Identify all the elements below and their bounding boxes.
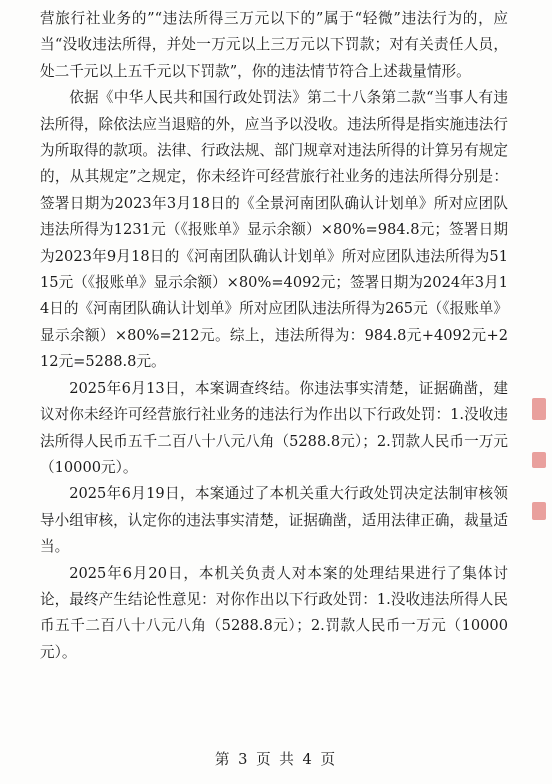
- paragraph-3: 2025年6月13日，本案调查终结。你违法事实清楚，证据确凿，建议对你未经许可经营旅行社业务的违法行为作出以下行政处罚：1.没收违法所得人民币五千二百八十八元八角（5288.8元）；2.罚款人民币一万元（10000元）。: [40, 379, 508, 476]
- paragraph-2: 依据《中华人民共和国行政处罚法》第二十八条第二款“当事人有违法所得，除依法应当退赔的外，应当予以没收。违法所得是指实施违法行为所取得的款项。法律、行政法规、部门规章对违法所得的计算另有规定的，从其规定”之规定，你未经许可经营旅行社业务的违法所得分别是：签署日期为2023年3月18日的《全景河南团队确认计划单》所对应团队违法所得为1231元（《报账单》显示余额）×80%=984.8元；签署日期为2023年9月18日的《河南团队确认计划单》所对应团队违法所得为5115元（《报账单》显示余额）×80%=4092元；签署日期为2024年3月14日的《河南团队确认计划单》所对应团队违法所得为265元（《报账单》显示余额）×80%=212元。综上，违法所得为：984.8元+4092元+212元=5288.8元。: [40, 89, 508, 371]
- document-body: [40, 6, 508, 666]
- paragraph-1: 营旅行社业务的”“违法所得三万元以下的”属于“轻微”违法行为的，应当“没收违法所得，并处一万元以上三万元以下罚款；对有关责任人员，处二千元以上五千元以下罚款”，你的违法情节符合上述裁量情形。: [40, 10, 508, 80]
- seam-stamp-mark-middle: [532, 452, 546, 468]
- seam-stamp-mark-top: [532, 398, 546, 420]
- page-number-footer: 第 3 页 共 4 页: [214, 751, 338, 768]
- paragraph-4: 2025年6月19日，本案通过了本机关重大行政处罚决定法制审核领导小组审核，认定你的违法事实清楚，证据确凿，适用法律正确，裁量适当。: [40, 485, 508, 556]
- seam-stamp-mark-bottom: [532, 502, 546, 520]
- paragraph-5: 2025年6月20日，本机关负责人对本案的处理结果进行了集体讨论，最终产生结论性意见：对你作出以下行政处罚：1.没收违法所得人民币五千二百八十八元八角（5288.8元）；2.罚款人民币一万元（10000元）。: [40, 564, 508, 661]
